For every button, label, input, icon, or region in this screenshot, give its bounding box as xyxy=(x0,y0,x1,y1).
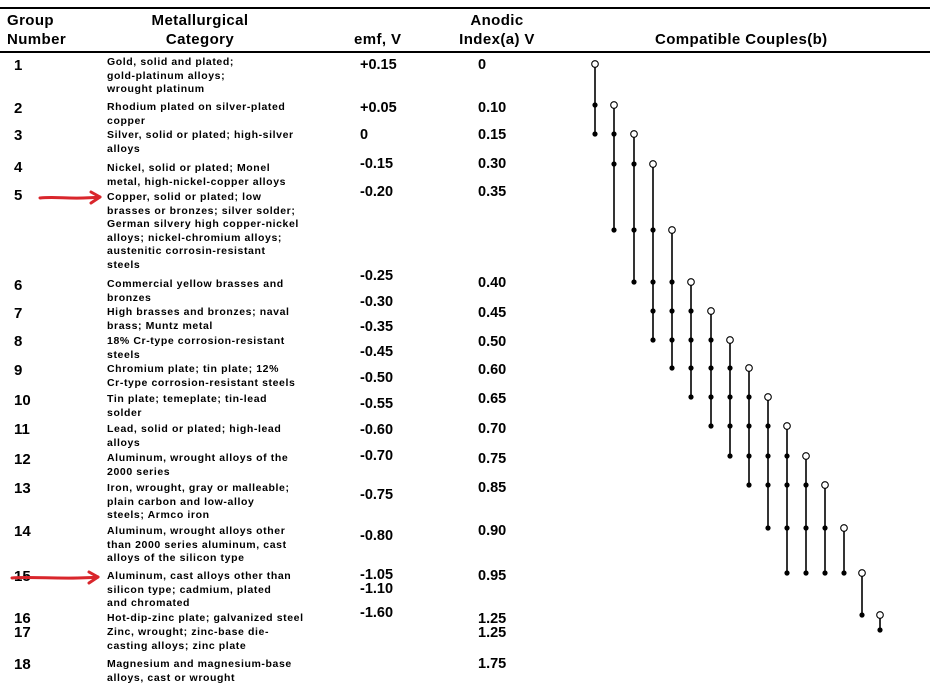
red-arrow-shaft xyxy=(12,577,98,578)
category-line: brass; Muntz metal xyxy=(107,319,213,332)
couple-dot xyxy=(765,453,770,458)
anodic-index-value: 0.95 xyxy=(478,568,507,584)
category-line: alloys xyxy=(107,436,141,449)
group-number: 3 xyxy=(14,127,23,144)
category-line: gold-platinum alloys; xyxy=(107,69,226,82)
emf-value: -0.30 xyxy=(360,294,394,310)
couple-dot xyxy=(765,423,770,428)
couple-dot xyxy=(669,308,674,313)
couple-dot xyxy=(650,279,655,284)
category-line: casting alloys; zinc plate xyxy=(107,639,247,652)
emf-value: -0.55 xyxy=(360,396,394,412)
couple-open-circle xyxy=(765,394,772,401)
header-emf: emf, V xyxy=(354,31,402,48)
emf-value: +0.05 xyxy=(360,100,397,116)
anodic-index-value: 0.50 xyxy=(478,334,507,350)
emf-value: -1.10 xyxy=(360,581,394,597)
group-number: 5 xyxy=(14,187,23,204)
couple-dot xyxy=(592,131,597,136)
emf-value: -0.35 xyxy=(360,319,394,335)
emf-value: -0.25 xyxy=(360,268,394,284)
couple-dot xyxy=(708,337,713,342)
group-number: 11 xyxy=(14,421,30,438)
couple-dot xyxy=(727,453,732,458)
couple-dot xyxy=(784,482,789,487)
emf-value: +0.15 xyxy=(360,57,397,73)
group-number: 16 xyxy=(14,610,31,627)
anodic-index-value: 0.60 xyxy=(478,362,507,378)
couple-dot xyxy=(727,423,732,428)
couple-dot xyxy=(708,394,713,399)
category-line: and chromated xyxy=(107,597,191,610)
couple-dot xyxy=(611,161,616,166)
couple-dot xyxy=(746,482,751,487)
category-line: metal, high-nickel-copper alloys xyxy=(107,175,287,188)
anodic-index-value: 0.40 xyxy=(478,275,507,291)
emf-value: -0.60 xyxy=(360,422,394,438)
anodic-index-value: 0 xyxy=(478,57,487,73)
couple-open-circle xyxy=(650,161,657,168)
category-line: Aluminum, cast alloys other than xyxy=(107,570,292,582)
category-line: Aluminum, wrought alloys other xyxy=(107,525,286,537)
category-line: Commercial yellow brasses and xyxy=(107,278,284,290)
couple-dot xyxy=(669,337,674,342)
couple-open-circle xyxy=(859,570,866,577)
couple-dot xyxy=(822,570,827,575)
group-number: 7 xyxy=(14,305,23,322)
category-line: Silver, solid or plated; high-silver xyxy=(107,129,294,141)
anodic-index-value: 0.85 xyxy=(478,480,507,496)
couple-dot xyxy=(669,365,674,370)
anodic-index-value: 1.25 xyxy=(478,611,507,627)
couple-open-circle xyxy=(877,612,884,619)
header-compatible: Compatible Couples(b) xyxy=(655,31,828,48)
anodic-index-value: 0.10 xyxy=(478,100,507,116)
group-number: 9 xyxy=(14,362,23,379)
couple-dot xyxy=(611,227,616,232)
category-line: Chromium plate; tin plate; 12% xyxy=(107,363,280,375)
couple-dot xyxy=(803,482,808,487)
couple-open-circle xyxy=(746,365,753,372)
couple-dot xyxy=(841,570,846,575)
header-group-line-1: Group xyxy=(7,12,54,29)
couple-dot xyxy=(746,453,751,458)
category-line: wrought platinum xyxy=(107,83,205,96)
emf-value: -0.50 xyxy=(360,370,394,386)
header-group-line-2: Number xyxy=(7,31,67,48)
category-line: alloys; nickel-chromium alloys; xyxy=(107,231,282,244)
category-line: alloys, cast or wrought xyxy=(107,671,236,684)
group-number: 8 xyxy=(14,333,23,350)
couple-dot xyxy=(688,365,693,370)
group-number: 14 xyxy=(14,523,31,540)
category-line: Nickel, solid or plated; Monel xyxy=(107,162,271,174)
category-line: steels xyxy=(107,258,141,271)
anodic-index-value: 0.65 xyxy=(478,391,507,407)
category-line: plain carbon and low-alloy xyxy=(107,495,255,508)
couple-dot xyxy=(611,131,616,136)
group-number: 4 xyxy=(14,159,23,176)
category-line: bronzes xyxy=(107,291,152,304)
couple-dot xyxy=(631,227,636,232)
anodic-index-value: 0.90 xyxy=(478,523,507,539)
couple-open-circle xyxy=(708,308,715,315)
group-number: 18 xyxy=(14,656,31,673)
category-line: Hot-dip-zinc plate; galvanized steel xyxy=(107,612,304,624)
couple-open-circle xyxy=(841,525,848,532)
couple-dot xyxy=(765,482,770,487)
couple-dot xyxy=(877,627,882,632)
header-anodic-line-1: Anodic xyxy=(470,12,524,29)
category-line: austenitic corrosin-resistant xyxy=(107,245,266,258)
group-number: 6 xyxy=(14,277,23,294)
category-line: Iron, wrought, gray or malleable; xyxy=(107,482,290,494)
group-number: 15 xyxy=(14,568,31,585)
couple-dot xyxy=(803,525,808,530)
group-number: 1 xyxy=(14,57,23,74)
anodic-index-value: 1.25 xyxy=(478,625,507,641)
emf-value: -0.70 xyxy=(360,448,394,464)
couple-dot xyxy=(859,612,864,617)
anodic-index-value: 0.70 xyxy=(478,421,507,437)
couple-dot xyxy=(650,308,655,313)
category-line: alloys of the silicon type xyxy=(107,552,245,565)
emf-value: -0.20 xyxy=(360,184,394,200)
couple-open-circle xyxy=(631,131,638,138)
group-number: 17 xyxy=(14,624,31,641)
category-line: solder xyxy=(107,406,143,419)
couple-dot xyxy=(822,525,827,530)
category-line: Rhodium plated on silver-plated xyxy=(107,101,286,113)
anodic-index-value: 0.35 xyxy=(478,184,507,200)
emf-value: -0.15 xyxy=(360,156,394,172)
header-category-line-1: Metallurgical xyxy=(151,12,249,29)
category-line: Cr-type corrosion-resistant steels xyxy=(107,376,296,389)
couple-dot xyxy=(688,394,693,399)
emf-value: -0.80 xyxy=(360,528,394,544)
category-line: brasses or bronzes; silver solder; xyxy=(107,204,296,217)
couple-open-circle xyxy=(669,227,676,234)
category-line: than 2000 series aluminum, cast xyxy=(107,538,287,551)
header-anodic-line-2: Index(a) V xyxy=(459,31,535,48)
couple-dot xyxy=(650,337,655,342)
couple-dot xyxy=(708,365,713,370)
category-line: steels xyxy=(107,348,141,361)
category-line: steels; Armco iron xyxy=(107,509,210,522)
couple-dot xyxy=(765,525,770,530)
couple-dot xyxy=(784,525,789,530)
couple-dot xyxy=(669,279,674,284)
anodic-index-value: 0.30 xyxy=(478,156,507,172)
group-number: 13 xyxy=(14,480,31,497)
couple-dot xyxy=(784,570,789,575)
emf-value: -1.60 xyxy=(360,605,394,621)
emf-value: -0.45 xyxy=(360,344,394,360)
emf-value: -1.05 xyxy=(360,567,394,583)
category-line: Copper, solid or plated; low xyxy=(107,191,262,203)
category-line: Aluminum, wrought alloys of the xyxy=(107,452,289,464)
couple-open-circle xyxy=(803,453,810,460)
category-line: Tin plate; temeplate; tin-lead xyxy=(107,393,268,405)
couple-dot xyxy=(803,570,808,575)
couple-dot xyxy=(592,102,597,107)
category-line: copper xyxy=(107,114,146,127)
red-arrow-shaft xyxy=(40,197,100,198)
couple-open-circle xyxy=(784,423,791,430)
couple-dot xyxy=(727,394,732,399)
couple-dot xyxy=(631,161,636,166)
category-line: Lead, solid or plated; high-lead xyxy=(107,423,282,435)
category-line: alloys xyxy=(107,142,141,155)
group-number: 12 xyxy=(14,451,31,468)
couple-open-circle xyxy=(727,337,734,344)
category-line: Magnesium and magnesium-base xyxy=(107,658,292,670)
category-line: High brasses and bronzes; naval xyxy=(107,306,290,318)
category-line: 18% Cr-type corrosion-resistant xyxy=(107,335,285,347)
couple-dot xyxy=(784,453,789,458)
couple-dot xyxy=(746,423,751,428)
couple-open-circle xyxy=(611,102,618,109)
couple-dot xyxy=(708,423,713,428)
header-category-line-2: Category xyxy=(165,31,235,48)
category-line: silicon type; cadmium, plated xyxy=(107,583,272,596)
emf-value: -0.75 xyxy=(360,487,394,503)
anodic-index-value: 0.75 xyxy=(478,451,507,467)
couple-dot xyxy=(688,337,693,342)
group-number: 2 xyxy=(14,100,23,117)
anodic-index-value: 0.15 xyxy=(478,127,507,143)
category-line: Zinc, wrought; zinc-base die- xyxy=(107,626,270,638)
category-line: 2000 series xyxy=(107,465,171,478)
couple-dot xyxy=(727,365,732,370)
couple-dot xyxy=(650,227,655,232)
couple-dot xyxy=(746,394,751,399)
couple-open-circle xyxy=(688,279,695,286)
couple-dot xyxy=(688,308,693,313)
category-line: Gold, solid and plated; xyxy=(107,56,234,68)
group-number: 10 xyxy=(14,392,31,409)
anodic-index-value: 0.45 xyxy=(478,305,507,321)
category-line: German silvery high copper-nickel xyxy=(107,218,299,231)
couple-open-circle xyxy=(592,61,599,68)
anodic-index-value: 1.75 xyxy=(478,656,507,672)
couple-open-circle xyxy=(822,482,829,489)
couple-dot xyxy=(631,279,636,284)
emf-value: 0 xyxy=(360,127,369,143)
